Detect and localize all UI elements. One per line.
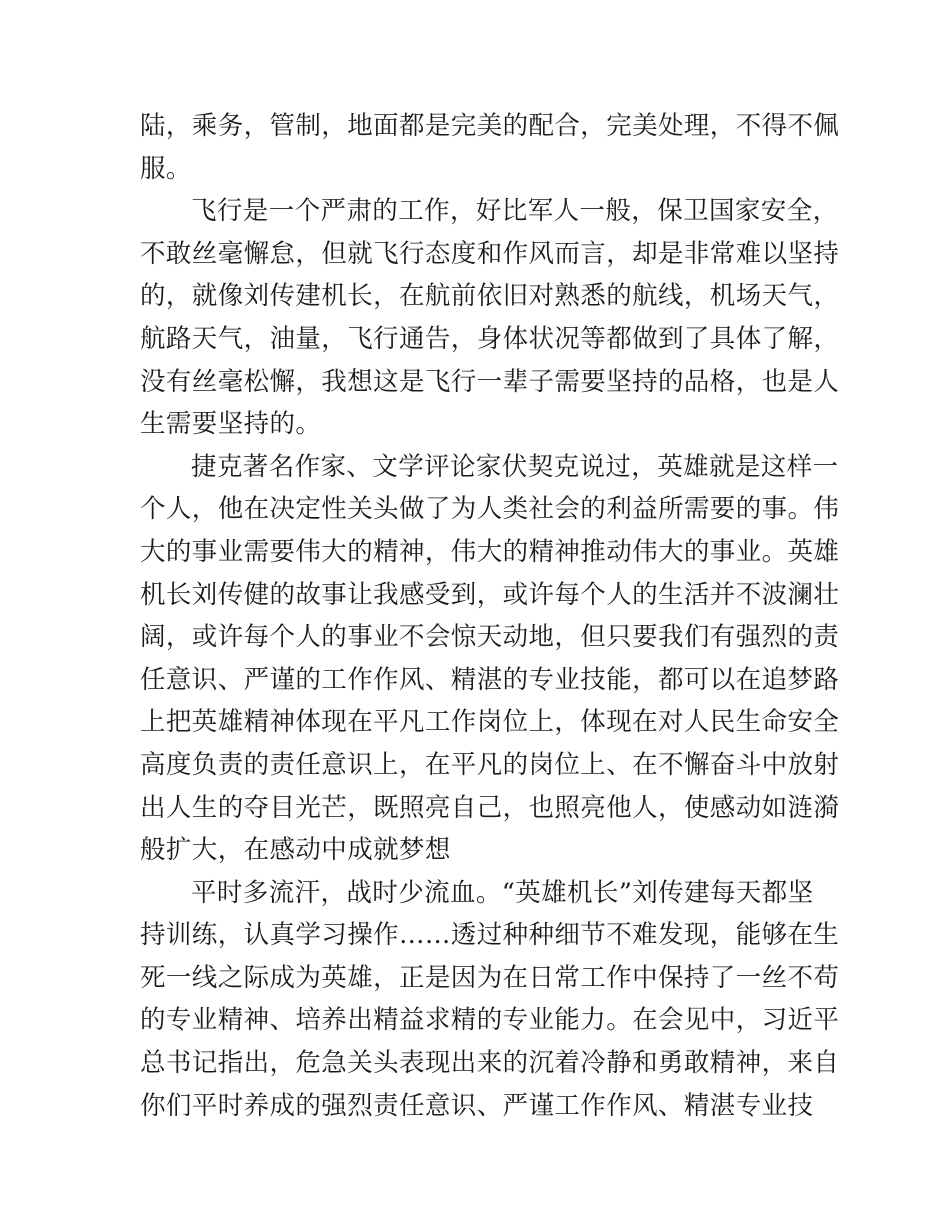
text-line: 死一线之际成为英雄，正是因为在日常工作中保持了一丝不苟 xyxy=(140,962,840,993)
paragraph xyxy=(140,105,840,190)
text-line: 生需要坚持的。 xyxy=(140,409,322,440)
text-line: 不敢丝毫懈怠，但就飞行态度和作风而言，却是非常难以坚持 xyxy=(140,238,840,269)
text-line: 你们平时养成的强烈责任意识、严谨工作作风、精湛专业技 xyxy=(140,1090,814,1121)
text-line: 持训练，认真学习操作……透过种种细节不难发现，能够在生 xyxy=(140,920,840,951)
text-line: 捷克著名作家、文学评论家伏契克说过，英雄就是这样一 xyxy=(191,451,839,482)
text-line: 的，就像刘传建机长，在航前依旧对熟悉的航线，机场天气， xyxy=(140,281,840,312)
text-line: 的专业精神、培养出精益求精的专业能力。在会见中，习近平 xyxy=(140,1005,840,1036)
paragraph xyxy=(140,446,840,872)
text-line: 没有丝毫松懈，我想这是飞行一辈子需要坚持的品格，也是人 xyxy=(140,366,840,397)
text-line: 任意识、严谨的工作作风、精湛的专业技能，都可以在追梦路 xyxy=(140,664,840,695)
text-line: 服。 xyxy=(140,153,192,184)
paragraph xyxy=(140,190,840,446)
body-text xyxy=(140,105,840,1127)
paragraph xyxy=(140,872,840,1128)
text-line: 上把英雄精神体现在平凡工作岗位上，体现在对人民生命安全 xyxy=(140,707,840,738)
text-line: 个人，他在决定性关头做了为人类社会的利益所需要的事。伟 xyxy=(140,494,840,525)
text-line: 高度负责的责任意识上，在平凡的岗位上、在不懈奋斗中放射 xyxy=(140,749,840,780)
text-line: 出人生的夺目光芒，既照亮自己，也照亮他人，使感动如涟漪 xyxy=(140,792,840,823)
text-line: 阔，或许每个人的事业不会惊天动地，但只要我们有强烈的责 xyxy=(140,622,840,653)
text-line: 航路天气，油量，飞行通告，身体状况等都做到了具体了解， xyxy=(140,323,840,354)
text-line: 平时多流汗，战时少流血。“英雄机长”刘传建每天都坚 xyxy=(191,877,814,908)
text-line: 般扩大，在感动中成就梦想 xyxy=(140,835,451,866)
text-line: 飞行是一个严肃的工作，好比军人一般，保卫国家安全， xyxy=(191,196,839,227)
text-line: 机长刘传健的故事让我感受到，或许每个人的生活并不波澜壮 xyxy=(140,579,840,610)
text-line: 陆，乘务，管制，地面都是完美的配合，完美处理，不得不佩 xyxy=(140,111,840,141)
text-line: 大的事业需要伟大的精神，伟大的精神推动伟大的事业。英雄 xyxy=(140,536,840,567)
text-line: 总书记指出，危急关头表现出来的沉着冷静和勇敢精神，来自 xyxy=(140,1048,840,1079)
